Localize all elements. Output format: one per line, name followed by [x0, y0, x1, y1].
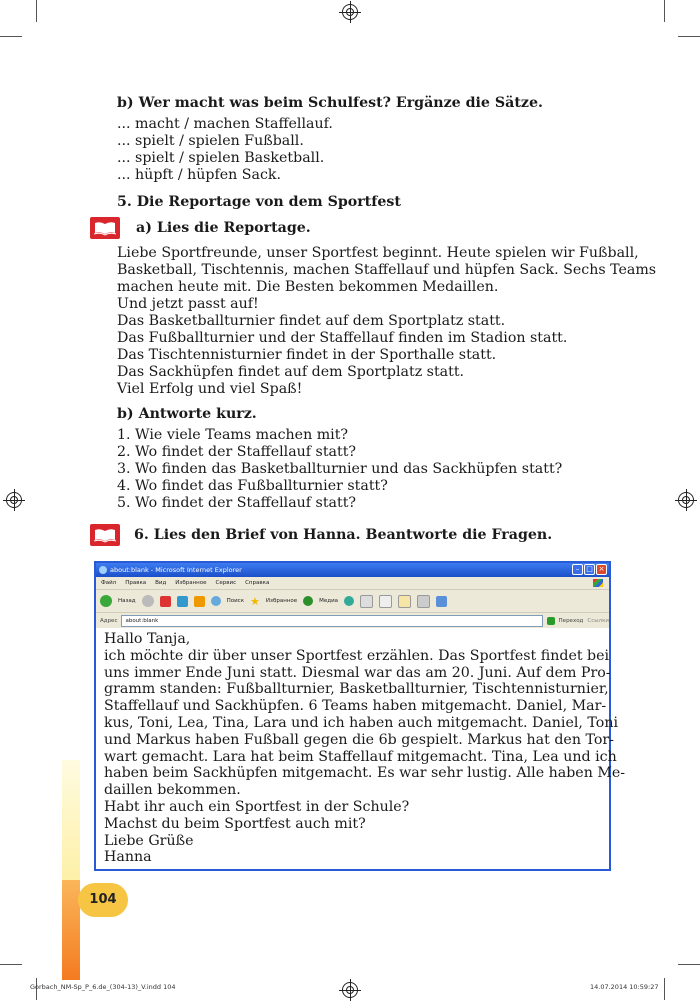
browser-content — [96, 628, 626, 869]
page-number: 104 — [78, 883, 128, 917]
links-label[interactable]: Ссылки — [587, 617, 609, 624]
forward-arrow-icon[interactable] — [142, 595, 154, 607]
report-line: Das Fußballturnier und der Staffellauf finden im Stadion statt. — [117, 330, 568, 346]
browser-window — [94, 561, 626, 871]
discuss-icon[interactable] — [417, 595, 430, 608]
footer-date: 14.07.2014 10:59:27 — [590, 983, 659, 991]
book-icon — [90, 217, 120, 239]
media-label[interactable]: Медиа — [319, 598, 339, 604]
address-bar — [96, 612, 609, 628]
back-arrow-icon[interactable] — [100, 595, 112, 607]
letter-line: Machst du beim Sportfest auch mit? — [104, 815, 366, 832]
letter-line: kus, Toni, Lea, Tina, Lara und ich haben auch mitgemacht. Daniel, Toni — [104, 714, 619, 731]
question: 1. Wie viele Teams machen mit? — [117, 427, 349, 443]
crop-mark — [678, 964, 700, 965]
refresh-icon[interactable] — [177, 596, 188, 607]
browser-titlebar — [96, 563, 609, 577]
registration-mark-icon — [342, 982, 358, 998]
footer-file-info: Gorbach_NM-Sp_P_6.de_(304-13)_V.indd 104 — [30, 983, 176, 991]
letter-line: daillen bekommen. — [104, 782, 241, 799]
letter-closing: Liebe Grüße — [104, 832, 194, 849]
menu-view[interactable]: Вид — [155, 580, 167, 586]
go-button[interactable]: Переход — [558, 617, 584, 624]
letter-signature: Hanna — [104, 849, 152, 866]
minimize-button[interactable]: – — [572, 564, 583, 575]
letter-line: Habt ihr auch ein Sportfest in der Schule? — [104, 798, 410, 815]
registration-mark-icon — [678, 492, 694, 508]
menu-favorites[interactable]: Избранное — [175, 580, 207, 586]
back-label[interactable]: Назад — [118, 598, 136, 604]
mail-icon[interactable] — [360, 595, 373, 608]
question: 5. Wo findet der Staffellauf statt? — [117, 495, 357, 511]
section-heading: 5. Die Reportage von dem Sportfest — [117, 194, 401, 210]
crop-mark — [0, 36, 22, 37]
letter-greeting: Hallo Tanja, — [104, 631, 191, 647]
menu-bar — [96, 577, 609, 589]
subheading: a) Lies die Reportage. — [136, 220, 311, 236]
crop-mark — [664, 0, 665, 22]
question: 2. Wo findet der Staffellauf statt? — [117, 444, 357, 460]
exercise-line: ... macht / machen Staffellauf. — [117, 116, 333, 132]
section-heading: 6. Lies den Brief von Hanna. Beantworte die Fragen. — [134, 527, 553, 543]
browser-toolbar — [96, 589, 609, 612]
menu-file[interactable]: Файл — [101, 580, 117, 586]
crop-mark — [0, 964, 22, 965]
letter-line: uns immer Ende Juni statt. Diesmal war das am 20. Juni. Auf dem Pro- — [104, 664, 611, 681]
crop-mark — [664, 978, 665, 1000]
favorites-star-icon[interactable]: ★ — [250, 594, 260, 608]
letter-line: ich möchte dir über unser Sportfest erzählen. Das Sportfest findet bei — [104, 647, 610, 664]
report-line: Das Sackhüpfen findet auf dem Sportplatz statt. — [117, 364, 465, 380]
edit-icon[interactable] — [398, 595, 411, 608]
windows-logo-icon — [593, 579, 603, 587]
address-input[interactable]: about:blank — [121, 615, 542, 627]
report-line: Das Tischtennisturnier findet in der Sporthalle statt. — [117, 347, 497, 363]
close-button[interactable]: × — [596, 564, 607, 575]
menu-help[interactable]: Справка — [245, 580, 270, 586]
crop-mark — [36, 0, 37, 22]
question: 3. Wo finden das Basketballturnier und das Sackhüpfen statt? — [117, 461, 563, 477]
history-icon[interactable] — [344, 596, 354, 606]
report-line: Basketball, Tischtennis, machen Staffellauf und hüpfen Sack. Sechs Teams — [117, 262, 657, 278]
letter-text — [104, 631, 626, 866]
letter-line: und Markus haben Fußball gegen die 6b gespielt. Markus hat den Tor- — [104, 731, 614, 748]
messenger-icon[interactable] — [436, 596, 447, 607]
home-icon[interactable] — [194, 596, 205, 607]
letter-line: Staffellauf und Sackhüpfen. 6 Teams haben mitgemacht. Daniel, Mar- — [104, 698, 607, 715]
exercise-line: ... hüpft / hüpfen Sack. — [117, 167, 282, 183]
letter-line: wart gemacht. Lara hat beim Staffellauf mitgemacht. Tina, Lea und ich — [104, 748, 617, 765]
report-line: Und jetzt passt auf! — [117, 296, 259, 312]
browser-title: about:blank - Microsoft Internet Explorer — [110, 566, 242, 574]
margin-stripe — [62, 880, 80, 980]
search-icon[interactable] — [211, 596, 221, 606]
registration-mark-icon — [342, 4, 358, 20]
ie-icon — [99, 566, 107, 574]
go-arrow-icon[interactable] — [547, 617, 555, 625]
margin-stripe — [62, 760, 80, 880]
report-line: Viel Erfolg und viel Spaß! — [117, 381, 303, 397]
report-line: Liebe Sportfreunde, unser Sportfest beginnt. Heute spielen wir Fußball, — [117, 245, 639, 261]
print-icon[interactable] — [379, 595, 392, 608]
stop-icon[interactable] — [160, 596, 171, 607]
media-icon[interactable] — [303, 596, 313, 606]
favorites-label[interactable]: Избранное — [265, 598, 298, 604]
letter-line: haben beim Sackhüpfen mitgemacht. Es war sehr lustig. Alle haben Me- — [104, 765, 626, 782]
menu-tools[interactable]: Сервис — [215, 580, 237, 586]
exercise-line: ... spielt / spielen Fußball. — [117, 133, 304, 149]
book-icon — [90, 524, 120, 546]
exercise-line: ... spielt / spielen Basketball. — [117, 150, 325, 166]
menu-edit[interactable]: Правка — [125, 580, 147, 586]
crop-mark — [678, 36, 700, 37]
report-line: machen heute mit. Die Besten bekommen Medaillen. — [117, 279, 499, 295]
maximize-button[interactable]: □ — [584, 564, 595, 575]
subheading: b) Antworte kurz. — [117, 406, 257, 422]
exercise-heading: b) Wer macht was beim Schulfest? Ergänze die Sätze. — [117, 95, 543, 111]
question: 4. Wo findet das Fußballturnier statt? — [117, 478, 388, 494]
letter-line: gramm standen: Fußballturnier, Basketballturnier, Tischtennisturnier, — [104, 681, 609, 698]
address-label: Адрес — [100, 617, 118, 624]
registration-mark-icon — [6, 492, 22, 508]
report-line: Das Basketballturnier findet auf dem Sportplatz statt. — [117, 313, 506, 329]
search-label[interactable]: Поиск — [226, 598, 245, 604]
